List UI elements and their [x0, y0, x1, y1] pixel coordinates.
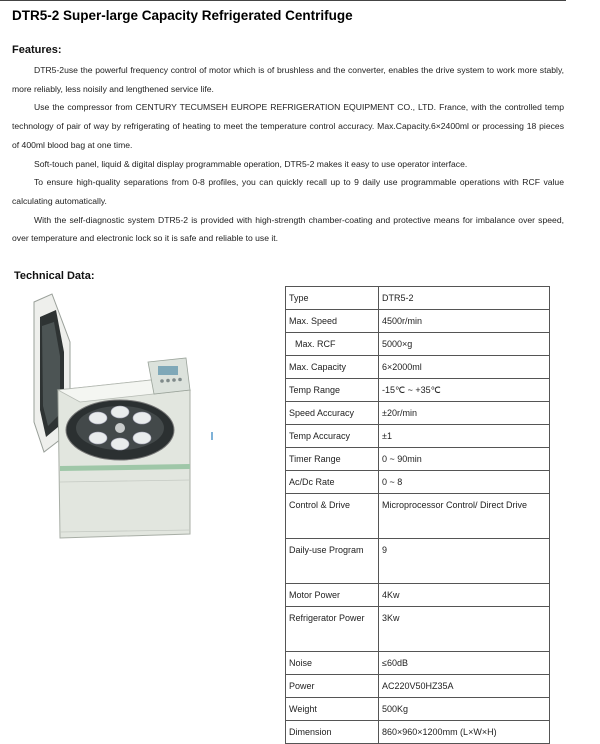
feature-paragraph: Use the compressor from CENTURY TECUMSEH EUROPE REFRIGERATION EQUIPMENT CO., LTD. France, with the controlled temp technology of pair of way by refrigerating of heating to meet the temperature control accuracy. Max.Capacity.6×2400ml or processing 18 pieces of 400ml blood bag at one time. [12, 102, 564, 150]
spec-label: Temp Accuracy [286, 425, 379, 448]
feature-paragraph: With the self-diagnostic system DTR5-2 is provided with high-strength chamber-coating and protective means for imbalance over speed, over temperature and electronic lock so it is safe and reliable to use it. [12, 214, 564, 244]
spec-value: -15℃ ~ +35℃ [379, 379, 550, 402]
spec-value: 9 [379, 539, 550, 584]
spec-value: 4500r/min [379, 310, 550, 333]
spec-value: 0 ~ 90min [379, 448, 550, 471]
spec-label: Max. Speed [286, 310, 379, 333]
features-heading: Features: [12, 44, 62, 56]
feature-paragraph: Soft-touch panel, liquid & digital display programmable operation, DTR5-2 makes it easy to use operator interface. [34, 158, 468, 169]
spec-label: Power [286, 675, 379, 698]
feature-paragraph: To ensure high-quality separations from 0-8 profiles, you can quickly recall up to 9 daily use programmable operations with RCF value calculating automatically. [12, 177, 564, 206]
spec-value: 6×2000ml [379, 356, 550, 379]
spec-value: 4Kw [379, 584, 550, 607]
features-list [12, 61, 564, 248]
table-row [286, 448, 550, 471]
table-row [286, 379, 550, 402]
spec-value: 5000×g [379, 333, 550, 356]
technical-data-heading: Technical Data: [14, 270, 95, 282]
table-row [286, 310, 550, 333]
centrifuge-image [20, 282, 220, 592]
table-row [286, 333, 550, 356]
spec-label: Control & Drive [286, 494, 379, 539]
spec-label: Timer Range [286, 448, 379, 471]
table-row [286, 287, 550, 310]
spec-value: ±20r/min [379, 402, 550, 425]
table-row [286, 539, 550, 584]
spec-value: AC220V50HZ35A [379, 675, 550, 698]
spec-label: Dimension [286, 721, 379, 744]
spec-label: Weight [286, 698, 379, 721]
spec-label: Temp Range [286, 379, 379, 402]
spec-label: Refrigerator Power [286, 607, 379, 652]
spec-value: 860×960×1200mm (L×W×H) [379, 721, 550, 744]
spec-value: 3Kw [379, 607, 550, 652]
spec-label: Type [286, 287, 379, 310]
spec-value: DTR5-2 [379, 287, 550, 310]
spec-value: 500Kg [379, 698, 550, 721]
table-row [286, 584, 550, 607]
table-row [286, 494, 550, 539]
table-row [286, 471, 550, 494]
spec-label: Max. Capacity [286, 356, 379, 379]
spec-label: Motor Power [286, 584, 379, 607]
table-row [286, 402, 550, 425]
technical-data-table [285, 286, 550, 744]
spec-value: ±1 [379, 425, 550, 448]
table-row [286, 721, 550, 744]
spec-label: Noise [286, 652, 379, 675]
table-row [286, 356, 550, 379]
table-row [286, 425, 550, 448]
spec-label: Ac/Dc Rate [286, 471, 379, 494]
table-row [286, 675, 550, 698]
page-title: DTR5-2 Super-large Capacity Refrigerated Centrifuge [12, 8, 353, 23]
spec-label: Speed Accuracy [286, 402, 379, 425]
spec-value: 0 ~ 8 [379, 471, 550, 494]
spec-label: Max. RCF [286, 333, 379, 356]
spec-value: ≤60dB [379, 652, 550, 675]
top-rule [0, 0, 566, 1]
table-row [286, 652, 550, 675]
spec-value: Microprocessor Control/ Direct Drive [379, 494, 550, 539]
table-row [286, 698, 550, 721]
table-row [286, 607, 550, 652]
spec-label: Daily-use Program [286, 539, 379, 584]
feature-paragraph: DTR5-2use the powerful frequency control of motor which is of brushless and the converter, enables the drive system to work more stably, more reliably, less noisily and lengthened service life. [12, 65, 564, 94]
